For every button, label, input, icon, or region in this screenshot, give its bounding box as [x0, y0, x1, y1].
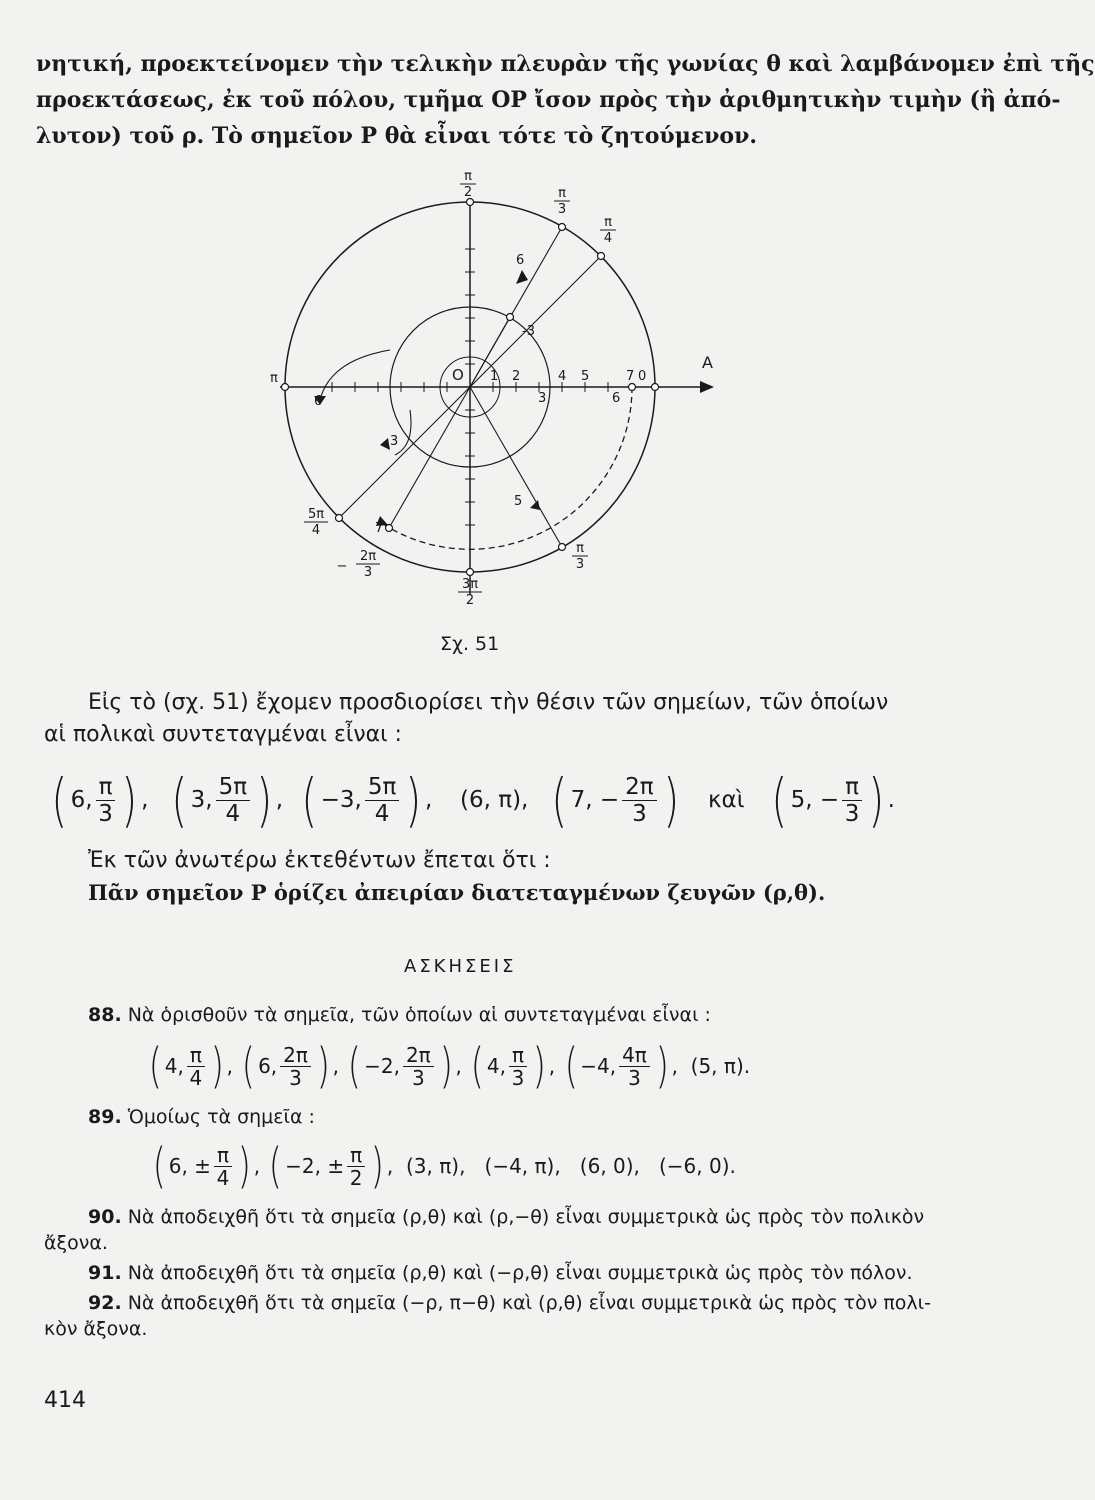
- label-pi-over-3-bottom: [572, 541, 588, 572]
- follows-line: Ἐκ τῶν ἀνωτέρω ἐκτεθέντων ἔπεται ὅτι :: [88, 848, 551, 873]
- body-line-2: αἱ πολικαὶ συντεταγμέναι εἶναι :: [44, 722, 402, 747]
- exercises-heading: ΑΣΚΗΣΕΙΣ: [404, 956, 517, 977]
- points-row: [48, 765, 908, 835]
- exercise-90-cont: ἄξονα.: [44, 1232, 108, 1254]
- svg-text:π: π: [464, 169, 472, 184]
- arrows: [314, 270, 540, 526]
- exercise-88-points: ( 4, $\frac{\pi}{4}$ ) , ( 6, $\frac{2\pi}{3}$ ) , ( −2, $\frac{2\pi}{3}$ ) , ( 4, $\frac{\pi}{3}$ ) , ( −4, $\frac{4\pi}{3}$ ) , (5, π).: [148, 1038, 751, 1094]
- label-pi-over-3-top: [554, 186, 570, 217]
- svg-text:4: 4: [603, 231, 613, 246]
- point-and: καὶ: [708, 787, 745, 813]
- exercise-90: 90. Νὰ ἀποδειχθῆ ὅτι τὰ σημεῖα (ρ,θ) καὶ (ρ,−θ) εἶναι συμμετρικὰ ὡς πρὸς τὸν πολικὸν: [88, 1206, 925, 1228]
- intro-line-1: νητική, προεκτείνομεν τὴν τελικὴν πλευρὰν τῆς γωνίας θ καὶ λαμβάνομεν ἐπὶ τῆς: [36, 51, 1095, 77]
- svg-text:2: 2: [465, 593, 475, 608]
- theorem-line: Πᾶν σημεῖον P ὁρίζει ἀπειρίαν διατεταγμένων ζευγῶν (ρ,θ).: [88, 880, 826, 905]
- page-number: 414: [44, 1388, 86, 1413]
- intro-line-3: λυτον) τοῦ ρ. Τὸ σημεῖον P θὰ εἶναι τότε τὸ ζητούμενον.: [36, 123, 758, 149]
- svg-text:6: 6: [516, 253, 525, 268]
- exercise-91: 91. Νὰ ἀποδειχθῆ ὅτι τὰ σημεῖα (ρ,θ) καὶ (−ρ,θ) εἶναι συμμετρικὰ ὡς πρὸς τὸν πόλον.: [88, 1262, 913, 1284]
- point-5: ( 7, − $\frac{2\pi}{3}$ ): [551, 766, 679, 834]
- svg-text:π: π: [558, 186, 566, 201]
- exercise-89: 89. Ὁμοίως τὰ σημεῖα :: [88, 1106, 315, 1128]
- svg-text:5: 5: [581, 369, 590, 384]
- svg-text:3: 3: [538, 391, 547, 406]
- svg-text:3: 3: [557, 202, 567, 217]
- svg-text:−: −: [336, 559, 348, 574]
- tick-labels: [490, 369, 646, 384]
- exercise-92-cont: κὸν ἄξονα.: [44, 1318, 148, 1340]
- label-three-pi-over-2: [458, 577, 482, 608]
- svg-text:7: 7: [626, 369, 635, 384]
- svg-text:1: 1: [490, 369, 499, 384]
- svg-text:-3: -3: [522, 324, 535, 339]
- svg-text:4: 4: [311, 523, 321, 538]
- label-minus-two-pi-over-3: [337, 549, 380, 580]
- arc-arrow-left: [320, 350, 390, 400]
- svg-text:5: 5: [514, 494, 523, 509]
- svg-text:3: 3: [390, 434, 399, 449]
- svg-text:3: 3: [575, 557, 585, 572]
- origin-label: O: [452, 366, 464, 384]
- svg-text:6: 6: [314, 394, 323, 409]
- svg-text:5π: 5π: [307, 507, 325, 522]
- exercise-92: 92. Νὰ ἀποδειχθῆ ὅτι τὰ σημεῖα (−ρ, π−θ) καὶ (ρ,θ) εἶναι συμμετρικὰ ὡς πρὸς τὸν πολι-: [88, 1292, 931, 1314]
- label-pi-over-4: [600, 215, 616, 246]
- label-pi: π: [270, 371, 278, 386]
- label-pi-over-2: [460, 169, 476, 200]
- svg-text:7: 7: [375, 521, 384, 536]
- svg-text:0: 0: [638, 369, 647, 384]
- svg-text:3π: 3π: [461, 577, 479, 592]
- point-4: (6, π),: [460, 787, 529, 813]
- svg-text:6: 6: [612, 391, 621, 406]
- svg-text:2: 2: [512, 369, 521, 384]
- intro-line-2: προεκτάσεως, ἐκ τοῦ πόλου, τμῆμα OP ἴσον πρὸς τὴν ἀριθμητικὴν τιμὴν (ἢ ἀπό-: [36, 87, 1061, 113]
- svg-text:π: π: [604, 215, 612, 230]
- svg-text:2π: 2π: [359, 549, 377, 564]
- point-2: ( 3, $\frac{5\pi}{4}$ ) ,: [171, 766, 284, 834]
- figure-caption: Σχ. 51: [440, 633, 500, 655]
- point-6: ( 5, − $\frac{\pi}{3}$ ) .: [771, 766, 895, 834]
- svg-text:2: 2: [463, 185, 473, 200]
- polar-figure: [240, 160, 740, 640]
- exercise-89-points: ( 6, ± $\frac{\pi}{4}$ ) , ( −2, ± $\frac{\pi}{2}$ ) , (3, π), (−4, π), (6, 0), (−6, 0).: [152, 1138, 736, 1194]
- axis-label-a: A: [702, 353, 713, 372]
- label-five-pi-over-4: [304, 507, 328, 538]
- svg-text:4: 4: [558, 369, 567, 384]
- svg-text:3: 3: [363, 565, 373, 580]
- point-3: ( −3, $\frac{5\pi}{4}$ ) ,: [301, 766, 433, 834]
- svg-text:π: π: [576, 541, 584, 556]
- body-line-1: Εἰς τὸ (σχ. 51) ἔχομεν προσδιορίσει τὴν θέσιν τῶν σημείων, τῶν ὁποίων: [88, 690, 889, 715]
- point-1: ( 6, $\frac{\pi}{3}$ ) ,: [51, 766, 149, 834]
- axis-arrow-right: [700, 381, 714, 393]
- exercise-88: 88. Νὰ ὁρισθοῦν τὰ σημεῖα, τῶν ὁποίων αἱ συντεταγμέναι εἶναι :: [88, 1004, 711, 1026]
